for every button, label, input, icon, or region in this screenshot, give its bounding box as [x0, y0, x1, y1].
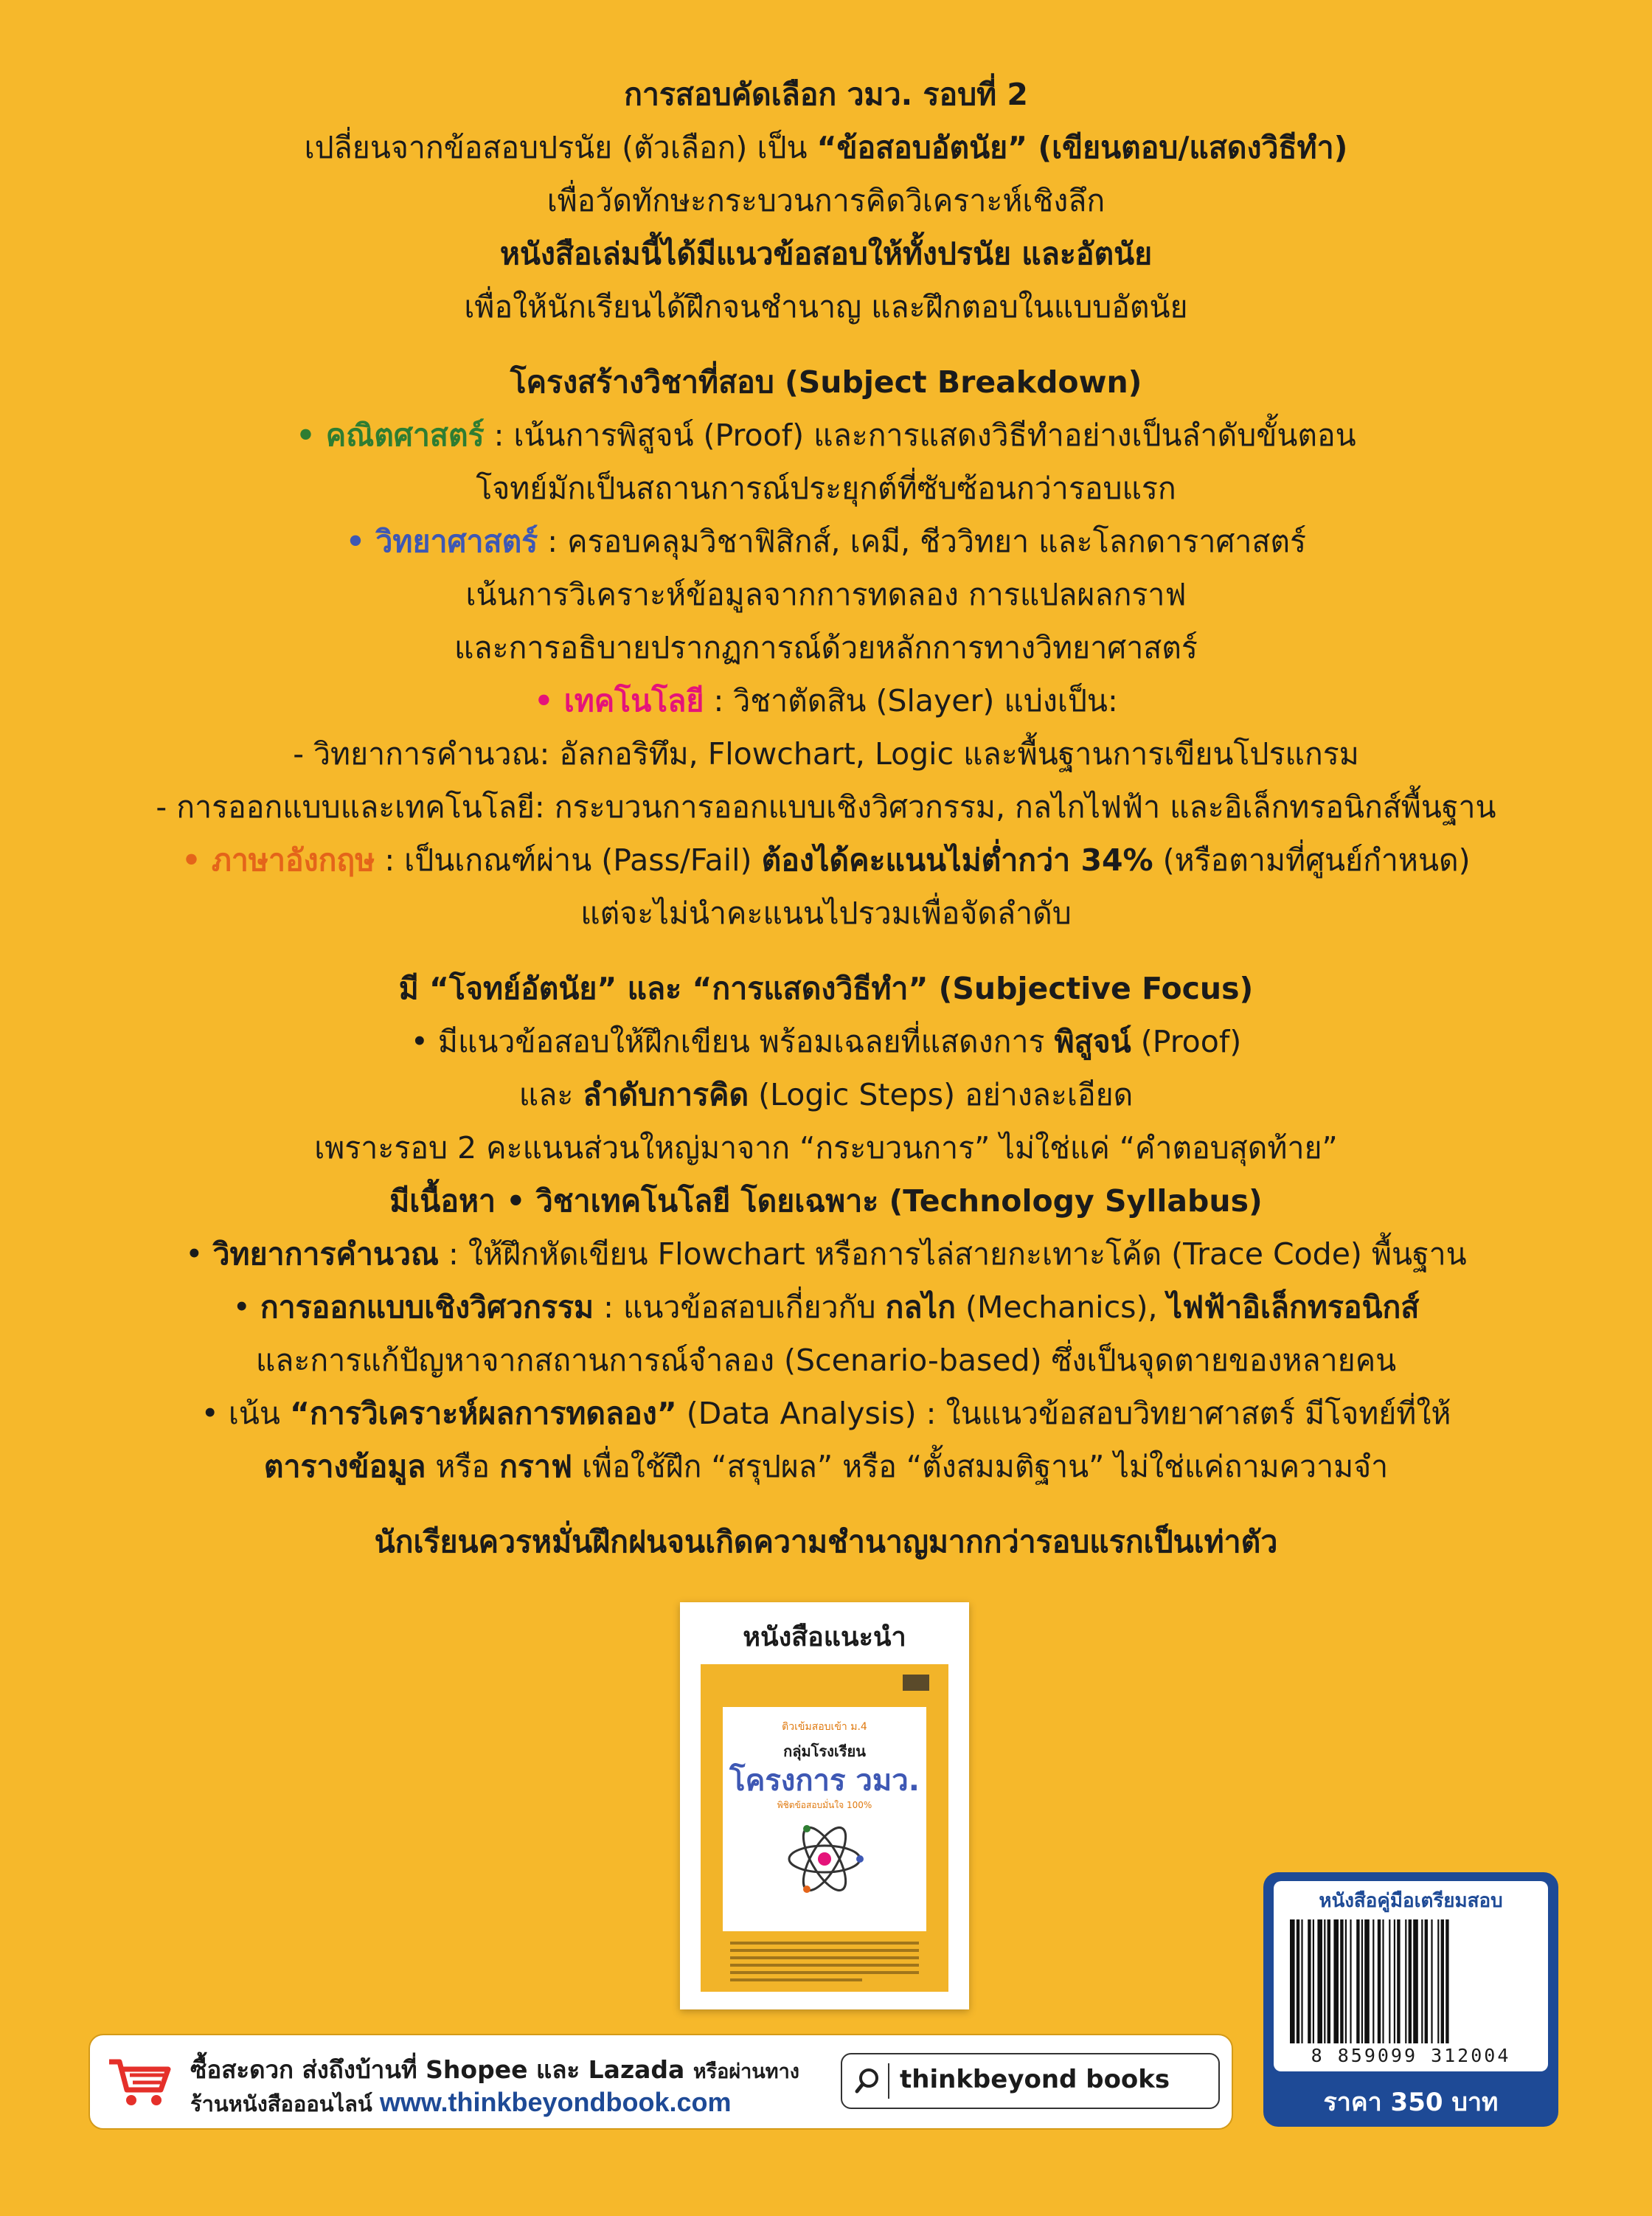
emphasis: “การวิเคราะห์ผลการทดลอง” [289, 1396, 677, 1431]
text: (Proof) [1131, 1024, 1242, 1059]
tech-heading: มีเนื้อหา • วิชาเทคโนโลยี โดยเฉพาะ (Technology Syllabus) [389, 1183, 1263, 1219]
recommended-book [680, 1602, 969, 2009]
cover-small-text: ติวเข้มสอบเข้า ม.4 [782, 1721, 867, 1733]
publisher-logo [903, 1675, 929, 1691]
cover-line-2: กลุ่มโรงเรียน [783, 1742, 866, 1760]
tech-line-5 [0, 1440, 1652, 1493]
subjective-line-2 [0, 1068, 1652, 1121]
subjective-heading: มี “โจทย์อัตนัย” และ “การแสดงวิธีทำ” (Subjective Focus) [398, 971, 1254, 1006]
science-line-3: และการอธิบายปรากฏการณ์ด้วยหลักการทางวิทยาศาสตร์ [454, 630, 1198, 665]
intro-line-4: หนังสือเล่มนี้ได้มีแนวข้อสอบให้ทั้งปรนัย และอัตนัย [499, 236, 1153, 271]
search-icon [850, 2063, 889, 2099]
cover-subtitle: พิชิตข้อสอบมั่นใจ 100% [777, 1800, 872, 1810]
math-line-2: โจทย์มักเป็นสถานการณ์ประยุกต์ที่ซับซ้อนกว่ารอบแรก [476, 471, 1176, 506]
emphasis: ไฟฟ้าอิเล็กทรอนิกส์ [1167, 1289, 1420, 1325]
english-line-2: แต่จะไม่นำคะแนนไปรวมเพื่อจัดลำดับ [580, 896, 1072, 931]
closing-line: นักเรียนควรหมั่นฝึกฝนจนเกิดความชำนาญมากกว่ารอบแรกเป็นเท่าตัว [374, 1524, 1278, 1559]
cart-icon [108, 2057, 176, 2108]
english-label: • ภาษาอังกฤษ [181, 842, 375, 878]
text: • [232, 1289, 260, 1325]
text: (Logic Steps) อย่างละเอียด [749, 1077, 1134, 1112]
barcode-digits: 8 859099 312004 [1311, 2045, 1511, 2066]
text: และ [518, 1077, 583, 1112]
science-line-2: เน้นการวิเคราะห์ข้อมูลจากการทดลอง การแปลผลกราฟ [465, 577, 1187, 612]
math-line [0, 409, 1652, 462]
subjective-line-1 [0, 1015, 1652, 1068]
science-line [0, 515, 1652, 568]
cover-description [730, 1942, 919, 1986]
intro-heading: การสอบคัดเลือก วมว. รอบที่ 2 [624, 77, 1028, 112]
science-desc: : ครอบคลุมวิชาฟิสิกส์, เคมี, ชีววิทยา และโลกดาราศาสตร์ [538, 524, 1307, 559]
price-box [1263, 1872, 1558, 2127]
tech-line-1 [0, 1228, 1652, 1281]
text: • [185, 1236, 213, 1272]
text: หรือ [426, 1449, 500, 1484]
cover-title: โครงการ วมว. [729, 1764, 920, 1798]
atom-icon [784, 1818, 865, 1900]
shop-text: ร้านหนังสือออนไลน์ [190, 2091, 380, 2116]
intro-line-3: เพื่อวัดทักษะกระบวนการคิดวิเคราะห์เชิงลึก [546, 183, 1106, 218]
emphasis: การออกแบบเชิงวิศวกรรม [260, 1289, 594, 1325]
technology-line [0, 674, 1652, 727]
text: : แนวข้อสอบเกี่ยวกับ [594, 1289, 886, 1325]
emphasis: ตารางข้อมูล [263, 1449, 426, 1484]
intro-emphasis: “ข้อสอบอัตนัย” (เขียนตอบ/แสดงวิธีทำ) [816, 130, 1348, 165]
shop-line-1 [190, 2050, 799, 2089]
technology-sub-2: - การออกแบบและเทคโนโลยี: กระบวนการออกแบบเชิงวิศวกรรม, กลไกไฟฟ้า และอิเล็กทรอนิกส์พื้นฐาน [156, 789, 1496, 825]
shop-text-small: หรือผ่านทาง [693, 2060, 799, 2083]
math-desc: : เน้นการพิสูจน์ (Proof) และการแสดงวิธีทำอย่างเป็นลำดับขั้นตอน [484, 418, 1356, 453]
text: • เน้น [201, 1396, 290, 1431]
structure-heading: โครงสร้างวิชาที่สอบ (Subject Breakdown) [510, 364, 1142, 400]
cover-title-box [723, 1707, 926, 1931]
website-link[interactable]: www.thinkbeyondbook.com [379, 2087, 732, 2117]
technology-sub-1: - วิทยาการคำนวณ: อัลกอริทึม, Flowchart, Logic และพื้นฐานการเขียนโปรแกรม [293, 736, 1359, 772]
english-note: (หรือตามที่ศูนย์กำหนด) [1153, 842, 1471, 878]
intro-line-5: เพื่อให้นักเรียนได้ฝึกจนชำนาญ และฝึกตอบในแบบอัตนัย [464, 289, 1188, 325]
tech-line-2 [0, 1281, 1652, 1334]
shop-bar [88, 2034, 1233, 2130]
tech-line-4 [0, 1387, 1652, 1440]
book-type-label: หนังสือคู่มือเตรียมสอบ [1319, 1890, 1503, 1912]
intro-line-2 [0, 121, 1652, 174]
intro-text: เปลี่ยนจากข้อสอบปรนัย (ตัวเลือก) เป็น [304, 130, 817, 165]
text: : ให้ฝึกหัดเขียน Flowchart หรือการไล่สายกะเทาะโค้ด (Trace Code) พื้นฐาน [439, 1236, 1467, 1272]
search-box[interactable] [841, 2053, 1220, 2109]
search-text: thinkbeyond books [900, 2065, 1170, 2094]
science-label: • วิทยาศาสตร์ [345, 524, 538, 559]
math-label: • คณิตศาสตร์ [296, 418, 485, 453]
subjective-line-3: เพราะรอบ 2 คะแนนส่วนใหญ่มาจาก “กระบวนการ” ไม่ใช่แค่ “คำตอบสุดท้าย” [314, 1130, 1338, 1166]
price-label: ราคา 350 บาท [1323, 2088, 1499, 2117]
text: (Mechanics), [955, 1289, 1167, 1325]
back-cover-text [0, 68, 1652, 1568]
shop-line-2 [190, 2087, 732, 2121]
text: เพื่อใช้ฝึก “สรุปผล” หรือ “ตั้งสมมติฐาน” ไม่ใช่แค่ถามความจำ [572, 1449, 1389, 1484]
shop-text: ซื้อสะดวก ส่งถึงบ้านที่ Shopee และ Lazada [190, 2055, 693, 2084]
barcode [1290, 1919, 1532, 2043]
barcode-panel [1274, 1881, 1548, 2071]
recommended-title: หนังสือแนะนำ [743, 1622, 906, 1652]
emphasis: วิทยาการคำนวณ [212, 1236, 440, 1272]
emphasis: ลำดับการคิด [583, 1077, 749, 1112]
technology-label: • เทคโนโลยี [534, 683, 704, 719]
emphasis: กลไก [885, 1289, 956, 1325]
text: • มีแนวข้อสอบให้ฝึกเขียน พร้อมเฉลยที่แสดงการ [410, 1024, 1055, 1059]
english-requirement: ต้องได้คะแนนไม่ต่ำกว่า 34% [761, 842, 1153, 878]
text: (Data Analysis) : ในแนวข้อสอบวิทยาศาสตร์ มีโจทย์ที่ให้ [676, 1396, 1451, 1431]
tech-line-3: และการแก้ปัญหาจากสถานการณ์จำลอง (Scenario-based) ซึ่งเป็นจุดตายของหลายคน [255, 1343, 1397, 1378]
emphasis: พิสูจน์ [1054, 1024, 1131, 1059]
technology-desc: : วิชาตัดสิน (Slayer) แบ่งเป็น: [704, 683, 1118, 719]
book-cover-thumbnail [701, 1664, 948, 1992]
emphasis: กราฟ [499, 1449, 572, 1484]
english-desc: : เป็นเกณฑ์ผ่าน (Pass/Fail) [375, 842, 762, 878]
english-line [0, 834, 1652, 887]
